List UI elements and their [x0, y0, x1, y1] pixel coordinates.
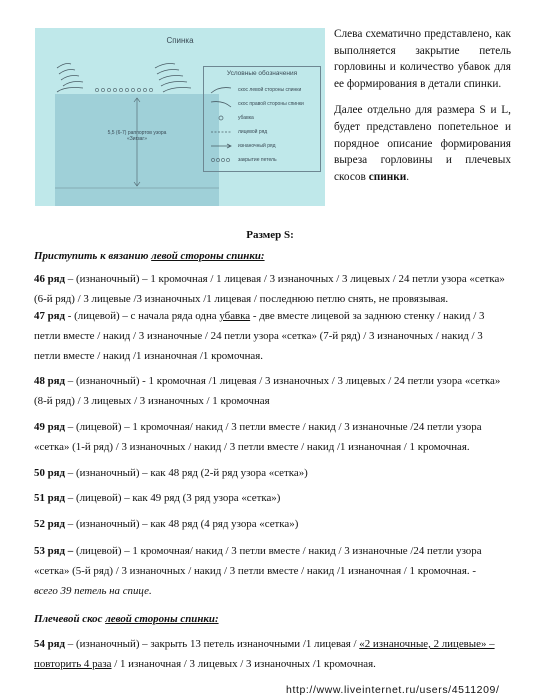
side-paragraph-2: Далее отдельно для размера S и L, будет представлено попетельное и порядное описание формирования выреза горловины и плечевых скосов спинки.: [334, 104, 511, 183]
shoulder-instruction: Плечевой скос левой стороны спинки:: [34, 613, 219, 625]
right-slope-icon: [209, 100, 233, 108]
legend-item: закрытие петель: [238, 157, 277, 163]
row-51: 51 ряд – (лицевой) – как 49 ряд (3 ряд узора «сетка»): [34, 492, 281, 504]
arrow-line-icon: [209, 142, 233, 150]
side-description: [334, 26, 511, 195]
size-heading: Размер S:: [246, 229, 294, 241]
dash-line-icon: [209, 128, 233, 136]
row-52: 52 ряд – (изнаночный) – как 48 ряд (4 ряд узора «сетка»): [34, 518, 299, 530]
back-piece-diagram: [35, 28, 325, 206]
row-53: 53 ряд – (лицевой) – 1 кромочная/ накид / 3 петли вместе / накид / 3 изнаночные /24 петли узора «сетка» (5-й ряд) / 3 изнаночных / накид / 3 петли вместе / накид /1 изнаночная / 1 кромочная. - всего 39 петель на спице.: [34, 545, 482, 597]
legend-item: лицевой ряд: [238, 129, 268, 135]
source-url: http://www.liveinternet.ru/users/4511209/: [286, 684, 500, 696]
legend-box: [203, 66, 321, 172]
legend-title: Условные обозначения: [226, 70, 298, 77]
legend-item: изнаночный ряд: [238, 143, 276, 149]
legend-item: убавка: [238, 115, 254, 121]
legend-item: скос левой стороны спинки: [238, 87, 302, 93]
side-paragraph-1: Слева схематично представлено, как выполняется закрытие петель горловины и количество убавок для ее формирования в детали спинки.: [334, 28, 511, 90]
row-50: 50 ряд – (изнаночный) – как 48 ряд (2-й ряд узора «сетка»): [34, 467, 308, 479]
row-47: 47 ряд - (лицевой) – с начала ряда одна убавка - две вместе лицевой за заднюю стенку / накид / 3 петли вместе / накид / 3 изнаночные / 24 петли узора «сетка» (7-й ряд) / 3 изнаночных / накид / 3 петли вместе / накид /1 изнаночная /1 кромочная.: [34, 310, 485, 362]
row-46: 46 ряд – (изнаночный) – 1 кромочная / 1 лицевая / 3 изнаночных / 3 лицевых / 24 петли узора «сетка» (6-й ряд) / 3 лицевые /3 изнаночных /1 лицевая / последнюю петлю снять, не провязывая.: [34, 273, 505, 305]
circle-row-icon: [209, 156, 233, 164]
row-49: 49 ряд – (лицевой) – 1 кромочная/ накид / 3 петли вместе / накид / 3 изнаночные /24 петли узора «сетка» (1-й ряд) / 3 изнаночных / накид / 3 петли вместе / накид /1 изнаночная / 1 кромочная.: [34, 421, 482, 453]
legend-item: скос правой стороны спинки: [238, 101, 304, 107]
row-48: 48 ряд – (изнаночный) - 1 кромочная /1 лицевая / 3 изнаночных / 3 лицевых / 24 петли узора «сетка» (8-й ряд) / 3 лицевых / 3 изнаночных / 1 кромочная: [34, 375, 501, 407]
hollow-circle-icon: [209, 114, 233, 122]
row-54: 54 ряд – (изнаночный) – закрыть 13 петель изнаночными /1 лицевая / «2 изнаночные, 2 лицевые» – повторить 4 раза / 1 изнаночная / 3 лицевых / 3 изнаночных /1 кромочная.: [34, 638, 495, 670]
left-slope-icon: [209, 86, 233, 94]
diagram-title: Спинка: [166, 36, 194, 45]
start-instruction: Приступить к вязанию левой стороны спинки:: [34, 250, 265, 262]
dimension-label: 5,5 (6-7) раппортов узора «Зигзаг»: [107, 130, 167, 142]
